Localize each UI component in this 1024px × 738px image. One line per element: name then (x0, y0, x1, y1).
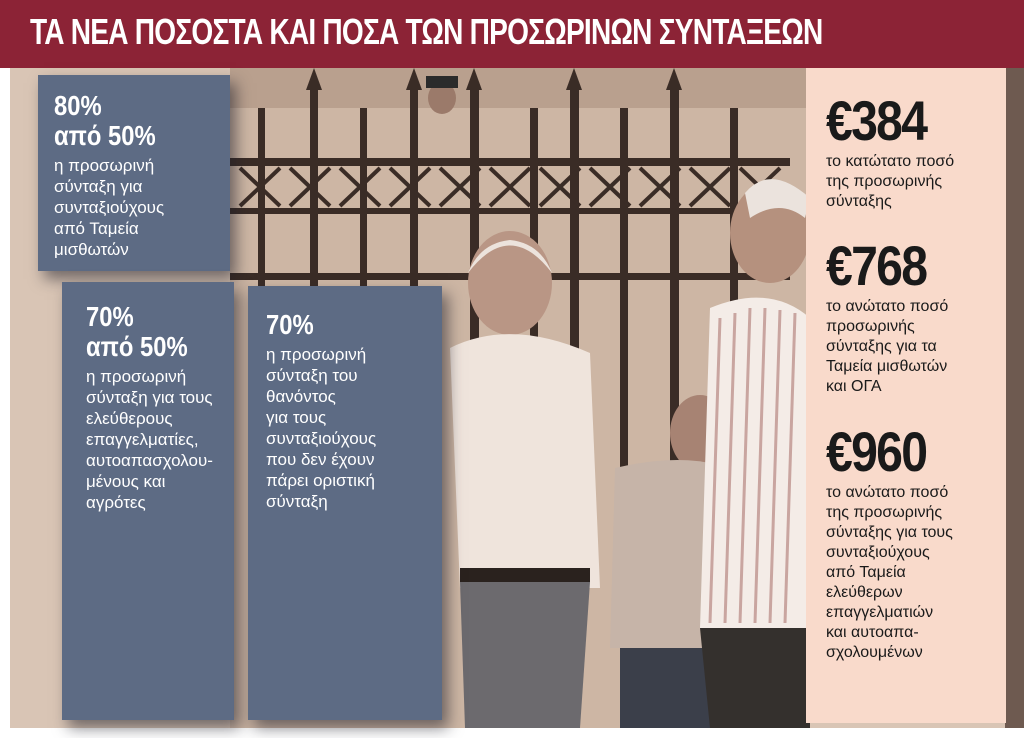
panel-percent: 70% από 50% (86, 301, 188, 362)
panel-description: η προσωρινή σύνταξη για συνταξιούχους από Ταμεία μισθωτών (54, 156, 165, 259)
panel-description: η προσωρινή σύνταξη του θανόντος για τους συνταξιούχους που δεν έχουν πάρει οριστική σύνταξη (266, 345, 377, 511)
panel-70-percent-self-employed (62, 282, 234, 720)
amount-description: το ανώτατο ποσό της προσωρινής σύνταξης για τους συνταξιούχους από Ταμεία ελεύθερων επαγγελματιών και αυτοαπα- σχολουμένων (826, 484, 953, 661)
panel-description: η προσωρινή σύνταξη για τους ελεύθερους επαγγελματίες, αυτοαπασχολου- μένους και αγρότες (86, 367, 213, 512)
panel-80-percent (38, 75, 230, 271)
amount-block-max-salaried (826, 234, 1001, 397)
amount-description: το ανώτατο ποσό προσωρινής σύνταξης για τα Ταμεία μισθωτών και ΟΓΑ (826, 298, 949, 395)
amount-value: €768 (826, 234, 927, 297)
panel-percent: 80% από 50% (54, 90, 156, 151)
header-title: ΤΑ ΝΕΑ ΠΟΣΟΣΤΑ ΚΑΙ ΠΟΣΑ ΤΩΝ ΠΡΟΣΩΡΙΝΩΝ ΣΥΝΤΑΞΕΩΝ (30, 11, 823, 52)
amount-value: €384 (826, 89, 927, 152)
panel-70-percent-deceased (248, 286, 442, 720)
amount-block-max-self-employed (826, 420, 1001, 663)
panel-percent: 70% (266, 309, 314, 340)
amount-block-min (826, 89, 1001, 212)
amount-description: το κατώτατο ποσό της προσωρινής σύνταξης (826, 153, 955, 210)
header-bar (0, 0, 1024, 68)
amount-value: €960 (826, 420, 927, 483)
